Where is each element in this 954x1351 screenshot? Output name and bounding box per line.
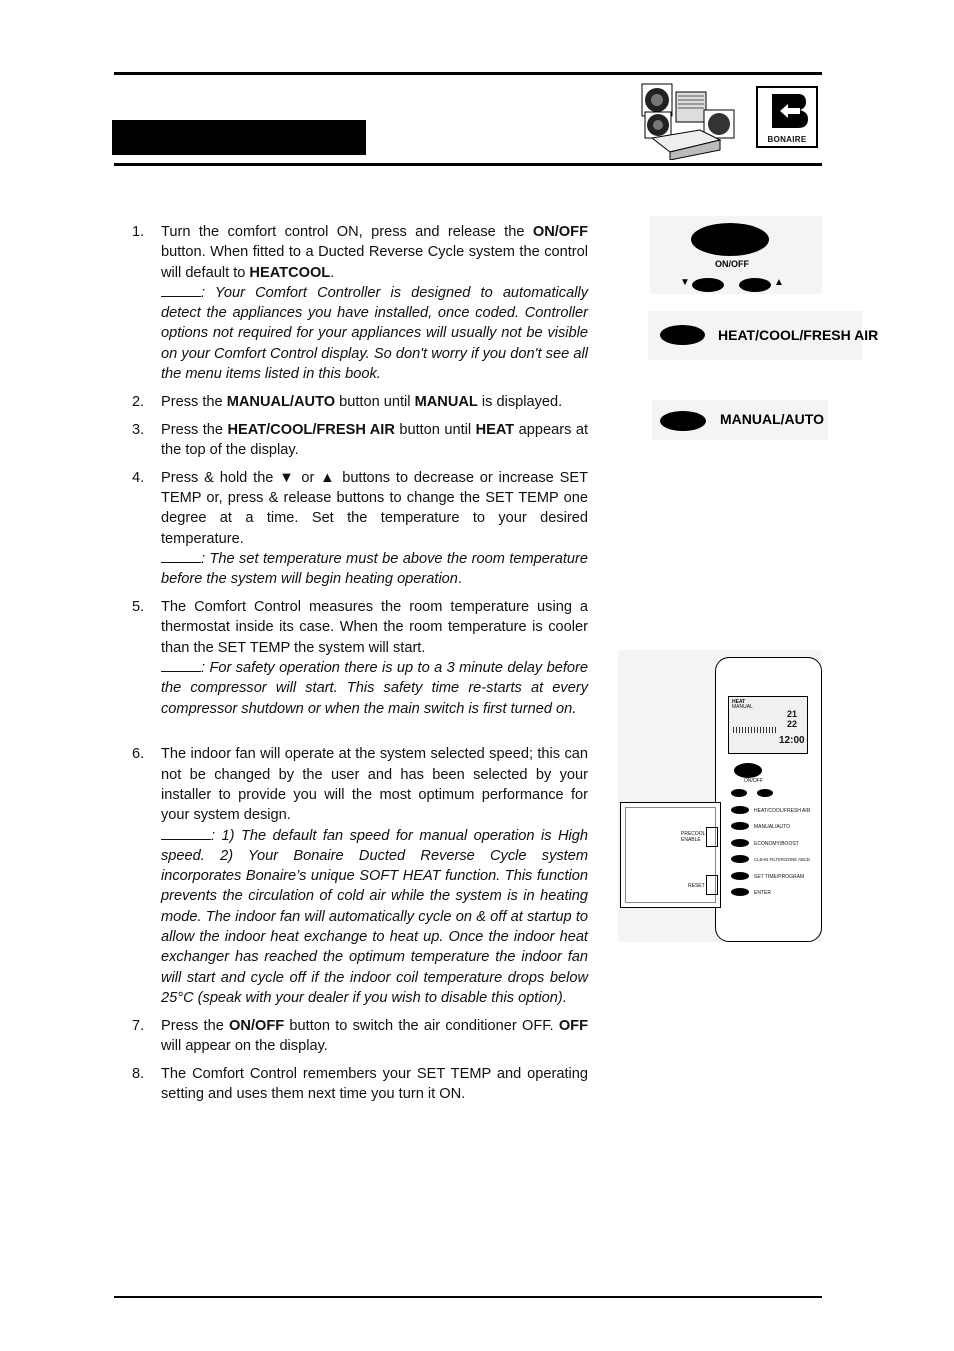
step-number: 3. <box>132 421 145 438</box>
remote-up-button[interactable] <box>757 789 773 797</box>
precool-switch[interactable] <box>706 827 718 847</box>
onoff-button[interactable] <box>691 223 769 256</box>
instruction-list <box>130 222 588 1112</box>
step-number: 8. <box>132 1065 145 1082</box>
precool-label: PRECOOL <box>681 831 706 837</box>
manualauto-label: MANUAL/AUTO <box>720 411 824 427</box>
note-blank <box>161 827 211 840</box>
step-note: : For safety operation there is up to a 3 minute delay before the compressor will start. This safety time re-starts at every compressor shutdown or when the main switch is first turned on. <box>161 659 588 717</box>
lcd-set-temp: 21 <box>787 709 798 719</box>
manualauto-button[interactable] <box>660 411 706 431</box>
note-blank <box>161 550 201 563</box>
remote-cleanfilter-button[interactable] <box>731 855 749 863</box>
remote-settime-button[interactable] <box>731 872 749 880</box>
step-8: 8. The Comfort Control remembers your SET TEMP and operating setting and uses them next time you turn it ON. <box>132 1065 588 1103</box>
up-button[interactable] <box>739 278 771 292</box>
remote-onoff-label: ON/OFF <box>744 778 763 784</box>
remote-onoff-button[interactable] <box>734 763 762 778</box>
remote-body: HEAT MANUAL 21 22 12:00 ON/OFF HEAT/COOL/FRESH AIR MANUAL/AUTO ECONOMY/BOOST CLEAN FILTER/ZONE ABCD SET TIME/PROGRAM ENTER <box>715 657 822 942</box>
lcd-room-temp: 22 <box>787 719 798 729</box>
lcd-time: 12:00 <box>779 735 805 746</box>
remote-economy-button[interactable] <box>731 839 749 847</box>
lcd-mode2: MANUAL <box>732 704 753 710</box>
down-arrow-icon: ▼ <box>680 277 690 288</box>
step-number: 6. <box>132 746 145 763</box>
bonaire-emblem-icon <box>758 88 816 132</box>
step-number: 4. <box>132 469 145 486</box>
remote-lcd <box>728 696 808 754</box>
step-7: 7. Press the ON/OFF button to switch the air conditioner OFF. OFF will appear on the display. <box>132 1017 588 1054</box>
header-rule <box>114 163 822 166</box>
step-5: 5. The Comfort Control measures the room temperature using a thermostat inside its case. When the room temperature is cooler than the SET TEMP the system will start. : For safety operation there is up to a 3 minute delay before the compressor will start. This safety time re-starts at every compressor shutdown or when the main switch is first turned on. <box>132 599 588 717</box>
footer-rule <box>114 1296 822 1298</box>
note-blank <box>161 284 201 297</box>
remote-figure <box>618 650 822 942</box>
enable-label: ENABLE <box>681 837 701 843</box>
step-note: : Your Comfort Controller is designed to automatically detect the appliances you have installed, once coded. Controller options not required for your appliances will usually not be visible on your Comfort Control display. So don't worry if you don't see all the menu items listed in this book. <box>161 284 588 383</box>
remote-enter-button[interactable] <box>731 888 749 896</box>
reset-label: RESET <box>688 883 705 889</box>
step-note: : 1) The default fan speed for manual operation is High speed. 2) Your Bonaire Ducted Reverse Cycle system incorporates Bonaire’s unique SOFT HEAT function. This function prevents the circulation of cold air while the system is in heating mode. The indoor fan will automatically cycle on & off at startup to allow the indoor heat exchange to heat up. Once the indoor heat exchanger has reached the optimum temperature the indoor fan will start and cycle off if the indoor coil temperature drops below 25°C (speak with your dealer if you wish to disable this option). <box>161 827 588 1006</box>
brand-name: BONAIRE <box>767 135 807 144</box>
heatcool-label: HEAT/COOL/FRESH AIR <box>718 327 879 343</box>
remote-flip-panel <box>620 802 721 908</box>
heatcool-figure <box>648 311 879 360</box>
remote-down-button[interactable] <box>731 789 747 797</box>
onoff-figure <box>650 216 822 294</box>
title-bar <box>112 120 366 155</box>
lcd-bargraph <box>733 727 777 733</box>
down-button[interactable] <box>692 278 724 292</box>
step-number: 1. <box>132 224 145 240</box>
step-4: 4. Press & hold the ▼ or ▲ buttons to decrease or increase SET TEMP or, press & release buttons to change the SET TEMP one degree at a time. Set the temperature to your desired temperature. : The set temperature must be above the room temperature before the system will begin heating operation. <box>132 469 588 588</box>
lcd-mode: HEAT <box>732 699 746 705</box>
appliances-illustration <box>640 82 740 160</box>
heatcool-button[interactable] <box>660 325 705 345</box>
step-1: 1. Turn the comfort control ON, press and release the ON/OFF button. When fitted to a Ducted Reverse Cycle system the control will default to HEATCOOL. : Your Comfort Controller is designed to automatically detect the appliances you have installed, once coded. Controller options not required for your appliances will usually not be visible on your Comfort Control display. So don't worry if you don't see all the menu items listed in this book. <box>132 224 588 383</box>
step-2: 2. Press the MANUAL/AUTO button until MANUAL is displayed. <box>130 392 588 412</box>
note-blank <box>161 659 201 672</box>
step-number: 2. <box>132 393 145 410</box>
up-arrow-icon: ▲ <box>774 277 784 288</box>
onoff-label: ON/OFF <box>715 259 749 269</box>
top-rule <box>114 72 822 75</box>
step-note: : The set temperature must be above the room temperature before the system will begin heating operation <box>161 550 588 588</box>
step-6: 6. The indoor fan will operate at the system selected speed; this can not be changed by the user and has been selected by your installer to provide you will the most optimum performance for your system design. : 1) The default fan speed for manual operation is High speed. 2) Your Bonaire Ducted Reverse Cycle system incorporates Bonaire’s unique SOFT HEAT function. This function prevents the circulation of cold air while the system is in heating mode. The indoor fan will automatically cycle on & off at startup to allow the indoor heat exchange to heat up. Once the indoor heat exchanger has reached the optimum temperature the indoor fan will start and cycle off if the indoor coil temperature drops below 25°C (speak with your dealer if you wish to disable this option). <box>132 746 588 1006</box>
step-number: 7. <box>132 1017 145 1034</box>
remote-manualauto-button[interactable] <box>731 822 749 830</box>
step-3: 3. Press the HEAT/COOL/FRESH AIR button until HEAT appears at the top of the display. <box>132 421 589 458</box>
manualauto-figure <box>652 400 828 440</box>
step-number: 5. <box>132 599 145 616</box>
bonaire-logo <box>756 86 818 148</box>
reset-switch[interactable] <box>706 875 718 895</box>
remote-heatcool-button[interactable] <box>731 806 749 814</box>
